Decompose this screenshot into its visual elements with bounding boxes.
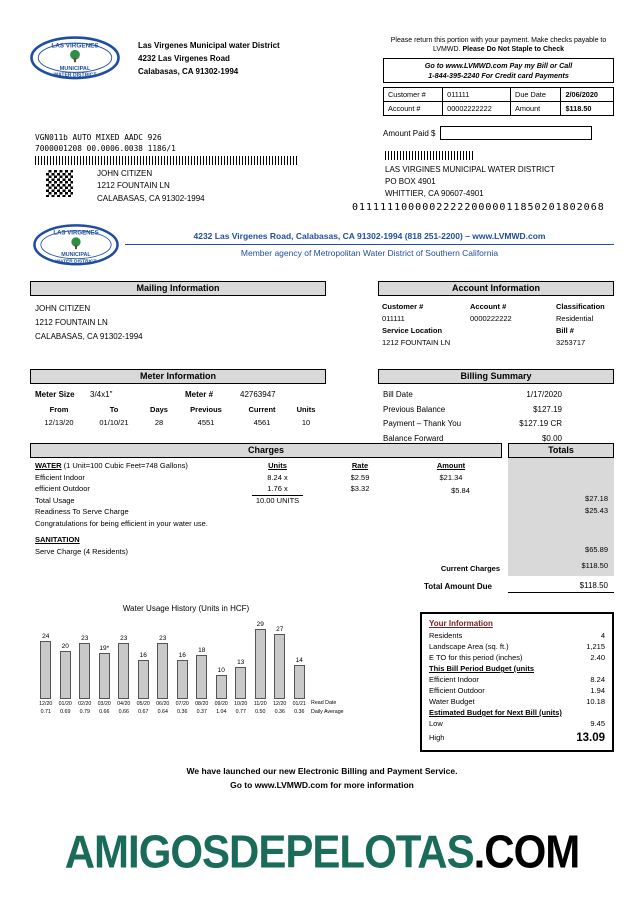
mailing-name: JOHN CITIZEN xyxy=(35,304,91,313)
billing-row xyxy=(378,405,614,420)
amount-paid-input[interactable] xyxy=(440,126,592,140)
usage-bar-column xyxy=(270,626,290,717)
info-row xyxy=(429,686,605,697)
sanitation-total: $65.89 xyxy=(585,545,608,554)
info-row xyxy=(429,730,605,745)
water-label: WATER xyxy=(35,461,62,470)
outdoor-label: efficient Outdoor xyxy=(35,484,90,493)
days-value: 28 xyxy=(154,418,164,427)
from-date: 12/13/20 xyxy=(44,418,74,427)
rate-header: Rate xyxy=(351,461,369,470)
eto-label: E TO for this period (inches) xyxy=(429,653,523,662)
bar-daily-average: 0.36 xyxy=(177,708,188,715)
amount-paid-label: Amount Paid $ xyxy=(383,128,436,138)
usage-bar xyxy=(157,643,168,698)
customer-number: 011111 xyxy=(382,314,405,323)
mailing-street: 1212 FOUNTAIN LN xyxy=(35,318,108,327)
outdoor-amount: $5.84 xyxy=(451,485,470,495)
bar-month-label: 10/20 xyxy=(234,700,248,707)
ocr-scanline: 011111100000222220000011850201802068 xyxy=(352,202,605,213)
water-budget-value: 10.18 xyxy=(586,697,605,706)
total-usage-label: Total Usage xyxy=(35,495,75,505)
bill-number-label: Bill # xyxy=(556,326,574,335)
chart-title: Water Usage History (Units in HCF) xyxy=(122,604,250,613)
info-row xyxy=(429,642,605,653)
account-information-section xyxy=(378,281,614,347)
mailing-information-section xyxy=(30,281,326,344)
no-staple-note: Please Do Not Staple to Check xyxy=(462,46,564,54)
bar-value-label: 18 xyxy=(198,647,206,655)
usage-bar xyxy=(274,634,285,699)
usage-bar xyxy=(235,667,246,698)
charges-section xyxy=(30,443,502,576)
bar-value-label: 23 xyxy=(81,635,89,643)
recipient-name: JOHN CITIZEN xyxy=(97,169,153,178)
payment-stub xyxy=(383,36,614,140)
info-row xyxy=(429,653,605,664)
bar-month-label: 09/20 xyxy=(214,700,228,707)
totals-box xyxy=(508,458,614,576)
bar-daily-average: 0.37 xyxy=(196,708,207,715)
mail-code-2: 7000001208 00.0006.0038 1186/1 xyxy=(35,143,176,153)
bar-value-label: 10 xyxy=(217,666,225,674)
usage-bar-column xyxy=(231,659,251,716)
bar-daily-average: 1.04 xyxy=(216,708,227,715)
total-usage-value: 10.00 UNITS xyxy=(252,495,303,505)
water-unit-note: (1 Unit=100 Cubic Feet=748 Gallons) xyxy=(63,461,188,470)
indoor-amount: $21.34 xyxy=(439,472,463,482)
usage-bar-column xyxy=(173,652,193,716)
daily-average-label: Daily Average xyxy=(311,709,344,716)
watermark-black-text: .COM xyxy=(473,825,580,878)
readiness-charge-label: Readiness To Serve Charge xyxy=(35,507,129,516)
mail-code-1: VGN011b AUTO MIXED AADC 926 xyxy=(35,133,162,142)
bill-date-label: Bill Date xyxy=(383,390,413,399)
budget-low-label: Low xyxy=(429,719,443,728)
usage-bar-column xyxy=(153,635,173,716)
charges-header: Charges xyxy=(30,443,502,458)
billing-summary-header: Billing Summary xyxy=(378,369,614,384)
mailing-city: CALABASAS, CA 91302-1994 xyxy=(35,332,143,341)
bar-value-label: 29 xyxy=(256,621,264,628)
balance-forward-value: $0.00 xyxy=(541,433,562,443)
logo-text-middle: MUNICIPAL xyxy=(59,65,91,72)
chart-axis-legend xyxy=(311,699,344,717)
payee-name: LAS VIRGINES MUNICIPAL WATER DISTRICT xyxy=(385,165,555,174)
usage-bar-column xyxy=(251,621,271,717)
district-address xyxy=(138,40,280,78)
outdoor-units: 1.76 x xyxy=(267,484,288,493)
read-date-label: Read Date xyxy=(311,700,337,707)
account-number-value: 00002222222 xyxy=(443,102,511,116)
total-amount-due-row xyxy=(30,580,614,596)
budget-indoor-value: 8.24 xyxy=(590,675,605,684)
sanitation-label: SANITATION xyxy=(35,535,80,544)
bar-daily-average: 0.71 xyxy=(40,708,51,715)
usage-bar-column xyxy=(212,667,232,717)
bar-value-label: 23 xyxy=(120,635,128,643)
bar-daily-average: 0.67 xyxy=(138,708,149,715)
indoor-units: 8.24 x xyxy=(267,472,288,482)
bar-month-label: 12/20 xyxy=(273,700,287,707)
from-col-label: From xyxy=(49,405,69,414)
residents-value: 4 xyxy=(600,631,605,640)
meter-information-section xyxy=(30,369,326,427)
usage-bar-column xyxy=(36,633,56,717)
bar-month-label: 01/20 xyxy=(58,700,72,707)
bar-month-label: 08/20 xyxy=(195,700,209,707)
usage-bar-column xyxy=(56,643,76,717)
budget-outdoor-value: 1.94 xyxy=(590,686,605,695)
to-col-label: To xyxy=(109,405,119,414)
budget-high-value: 13.09 xyxy=(576,731,605,744)
your-information-title: Your Information xyxy=(429,619,493,628)
logo-text-top: LAS VIRGENES xyxy=(53,229,99,237)
member-agency-line: Member agency of Metropolitan Water District of Southern California xyxy=(240,248,499,258)
current-col-label: Current xyxy=(248,405,276,414)
water-usage-chart xyxy=(36,604,376,717)
total-amount-due-value: $118.50 xyxy=(508,580,614,593)
bar-value-label: 13 xyxy=(237,659,245,667)
customer-number-value: 011111 xyxy=(443,88,511,102)
usage-bar xyxy=(118,643,129,698)
usage-bar-column xyxy=(134,652,154,716)
usage-bar-column xyxy=(95,645,115,717)
bar-value-label: 23 xyxy=(159,635,167,643)
ebilling-announcement xyxy=(0,764,644,793)
meter-information-header: Meter Information xyxy=(30,369,326,384)
bill-date-value: 1/17/2020 xyxy=(526,390,562,399)
eto-value: 2.40 xyxy=(590,653,605,662)
units-header: Units xyxy=(268,461,287,470)
charge-row-total-usage xyxy=(30,496,502,508)
payment-label: Payment – Thank You xyxy=(383,419,462,428)
district-name: Las Virgenes Municipal water District xyxy=(138,41,280,50)
usage-bar xyxy=(196,655,207,698)
usage-bar-column xyxy=(290,657,310,717)
usage-bar xyxy=(99,653,110,699)
budget-low-value: 9.45 xyxy=(590,719,605,728)
budget-high-label: High xyxy=(429,733,445,742)
previous-read: 4551 xyxy=(197,418,215,427)
usage-bar xyxy=(138,660,149,698)
previous-col-label: Previous xyxy=(190,405,222,414)
bar-daily-average: 0.66 xyxy=(118,708,129,715)
bar-daily-average: 0.79 xyxy=(79,708,90,715)
bar-month-label: 12/20 xyxy=(39,700,53,707)
usage-bar xyxy=(177,660,188,698)
customer-col-label: Customer # xyxy=(382,302,424,311)
bar-month-label: 02/20 xyxy=(78,700,92,707)
customer-number-label: Customer # xyxy=(384,88,443,102)
logo-text-bottom: WATER DISTRICT xyxy=(55,259,97,265)
announcement-line2: Go to www.LVMWD.com for more information xyxy=(230,780,414,791)
bar-value-label: 16 xyxy=(178,652,186,660)
amount-value: $118.50 xyxy=(561,102,614,116)
cc-line2: 1-844-395-2240 For Credit card Payments xyxy=(428,70,569,80)
bar-daily-average: 0.69 xyxy=(60,708,71,715)
bar-month-label: 05/20 xyxy=(136,700,150,707)
usage-chart-columns xyxy=(36,621,309,717)
your-information-box xyxy=(420,612,614,752)
usage-bar xyxy=(294,665,305,699)
account-number: 0000222222 xyxy=(470,314,512,323)
current-read: 4561 xyxy=(253,418,271,427)
bar-month-label: 03/20 xyxy=(97,700,111,707)
account-number-label: Account # xyxy=(384,102,443,116)
billing-summary-section xyxy=(378,369,614,448)
units-col-label: Units xyxy=(296,405,316,414)
totals-section xyxy=(508,443,614,576)
watermark-green-text: AMIGOSDEPELOTAS xyxy=(64,825,474,878)
water-budget-label: Water Budget xyxy=(429,697,475,706)
bar-month-label: 07/20 xyxy=(175,700,189,707)
total-amount-due-label: Total Amount Due xyxy=(424,582,492,591)
logo-text-middle: MUNICIPAL xyxy=(61,252,91,259)
budget-outdoor-label: Efficient Outdoor xyxy=(429,686,485,695)
serve-charge-label: Serve Charge (4 Residents) xyxy=(35,546,128,556)
landscape-area-value: 1,215 xyxy=(586,642,605,651)
meter-size-value: 3/4x1" xyxy=(90,390,113,399)
water-total: $27.18 xyxy=(585,494,608,503)
bar-daily-average: 0.64 xyxy=(157,708,168,715)
bar-daily-average: 0.50 xyxy=(255,708,266,715)
usage-bar xyxy=(255,629,266,699)
billing-row xyxy=(378,419,614,434)
bar-value-label: 14 xyxy=(295,657,303,664)
info-row xyxy=(429,675,605,686)
usage-bar xyxy=(60,651,71,699)
days-col-label: Days xyxy=(150,405,168,414)
residents-label: Residents xyxy=(429,631,463,640)
usage-bar xyxy=(216,675,227,699)
current-charges-label: Current Charges xyxy=(440,564,500,573)
charge-row-indoor xyxy=(30,473,502,485)
district-city: Calabasas, CA 91302-1994 xyxy=(138,66,239,76)
bill-header xyxy=(125,231,614,258)
return-instructions xyxy=(383,36,614,55)
bar-daily-average: 0.36 xyxy=(274,708,285,715)
landscape-area-label: Landscape Area (sq. ft.) xyxy=(429,642,509,651)
indoor-label: Efficient Indoor xyxy=(35,472,85,482)
usage-bar-column xyxy=(114,635,134,716)
address-barcode xyxy=(35,156,297,165)
info-row xyxy=(429,631,605,642)
recipient-street: 1212 FOUNTAIN LN xyxy=(97,181,170,191)
meter-size-label: Meter Size xyxy=(35,390,75,399)
payee-city: WHITTIER, CA 90607-4901 xyxy=(385,189,484,198)
usage-bar-column xyxy=(75,635,95,716)
credit-card-payment-box xyxy=(383,58,614,83)
district-contact-line: 4232 Las Virgenes Road, Calabasas, CA 91302-1994 (818 251-2200) – www.LVMWD.com xyxy=(125,231,614,245)
bar-month-label: 01/21 xyxy=(292,700,306,707)
bar-value-label: 20 xyxy=(61,642,69,650)
bar-value-label: 27 xyxy=(276,625,284,633)
estimated-budget-heading: Estimated Budget for Next Bill (units) xyxy=(429,708,562,717)
to-date: 01/10/21 xyxy=(99,418,129,427)
efficiency-congrats-note: Congratulations for being efficient in your water use. xyxy=(35,518,208,528)
payee-address xyxy=(385,164,555,200)
info-row xyxy=(429,719,605,730)
payee-barcode xyxy=(385,151,473,160)
bar-value-label: 24 xyxy=(42,633,50,640)
previous-balance-value: $127.19 xyxy=(533,404,562,414)
usage-bar xyxy=(40,641,51,699)
units-value: 10 xyxy=(301,418,311,427)
bar-month-label: 11/20 xyxy=(253,700,267,707)
totals-header: Totals xyxy=(508,443,614,458)
bar-value-label: 16 xyxy=(139,652,147,660)
payment-value: $127.19 CR xyxy=(519,419,562,428)
announcement-line1: We have launched our new Electronic Billing and Payment Service. xyxy=(186,766,458,776)
readiness-total: $25.43 xyxy=(585,506,608,515)
bar-month-label: 04/20 xyxy=(117,700,131,707)
classification-col-label: Classification xyxy=(556,302,605,311)
logo-text-bottom: WATER DISTRICT xyxy=(53,72,97,79)
outdoor-rate: $3.32 xyxy=(350,484,370,493)
classification-value: Residential xyxy=(556,314,594,323)
bar-daily-average: 0.36 xyxy=(294,708,305,715)
bar-daily-average: 0.66 xyxy=(99,708,110,715)
account-col-label: Account # xyxy=(470,302,507,311)
bill-number-value: 3253717 xyxy=(556,338,586,347)
payee-pobox: PO BOX 4901 xyxy=(385,177,436,186)
datamatrix-code xyxy=(46,170,73,197)
mail-routing-codes xyxy=(35,133,176,154)
amount-header: Amount xyxy=(436,461,466,470)
mailing-information-header: Mailing Information xyxy=(30,281,326,296)
due-date-value: 2/06/2020 xyxy=(561,88,614,102)
bill-period-budget-heading: This Bill Period Budget (units xyxy=(429,664,534,673)
due-date-label: Due Date xyxy=(511,88,561,102)
usage-bar xyxy=(79,643,90,698)
previous-balance-label: Previous Balance xyxy=(383,404,446,414)
district-logo xyxy=(30,36,120,80)
balance-forward-label: Balance Forward xyxy=(383,433,444,443)
site-watermark xyxy=(0,826,644,879)
recipient-city: CALABASAS, CA 91302-1994 xyxy=(97,193,205,203)
district-logo-bill xyxy=(33,224,119,266)
return-note-text: Please return this portion with your payment. Make checks payable to LVMWD. xyxy=(390,37,607,54)
meter-number-value: 42763947 xyxy=(240,390,276,399)
info-row xyxy=(429,697,605,708)
stub-account-table xyxy=(383,87,614,116)
budget-indoor-label: Efficient Indoor xyxy=(429,675,479,684)
current-charges-total: $118.50 xyxy=(581,561,608,570)
recipient-address xyxy=(97,168,205,205)
account-information-header: Account Information xyxy=(378,281,614,296)
usage-bar-column xyxy=(192,647,212,716)
amount-label: Amount xyxy=(511,102,561,116)
bar-month-label: 06/20 xyxy=(156,700,170,707)
district-street: 4232 Las Virgenes Road xyxy=(138,53,230,63)
service-location-value: 1212 FOUNTAIN LN xyxy=(382,338,451,347)
bar-daily-average: 0.77 xyxy=(235,708,246,715)
indoor-rate: $2.59 xyxy=(350,472,370,482)
billing-row xyxy=(378,390,614,405)
charges-column-headers xyxy=(30,461,502,473)
service-location-label: Service Location xyxy=(382,326,443,335)
bar-value-label: 19* xyxy=(99,645,110,652)
logo-text-top: LAS VIRGENES xyxy=(51,42,99,50)
cc-line1: Go to www.LVMWD.com Pay my Bill or Call xyxy=(424,60,573,70)
meter-number-label: Meter # xyxy=(185,390,214,399)
